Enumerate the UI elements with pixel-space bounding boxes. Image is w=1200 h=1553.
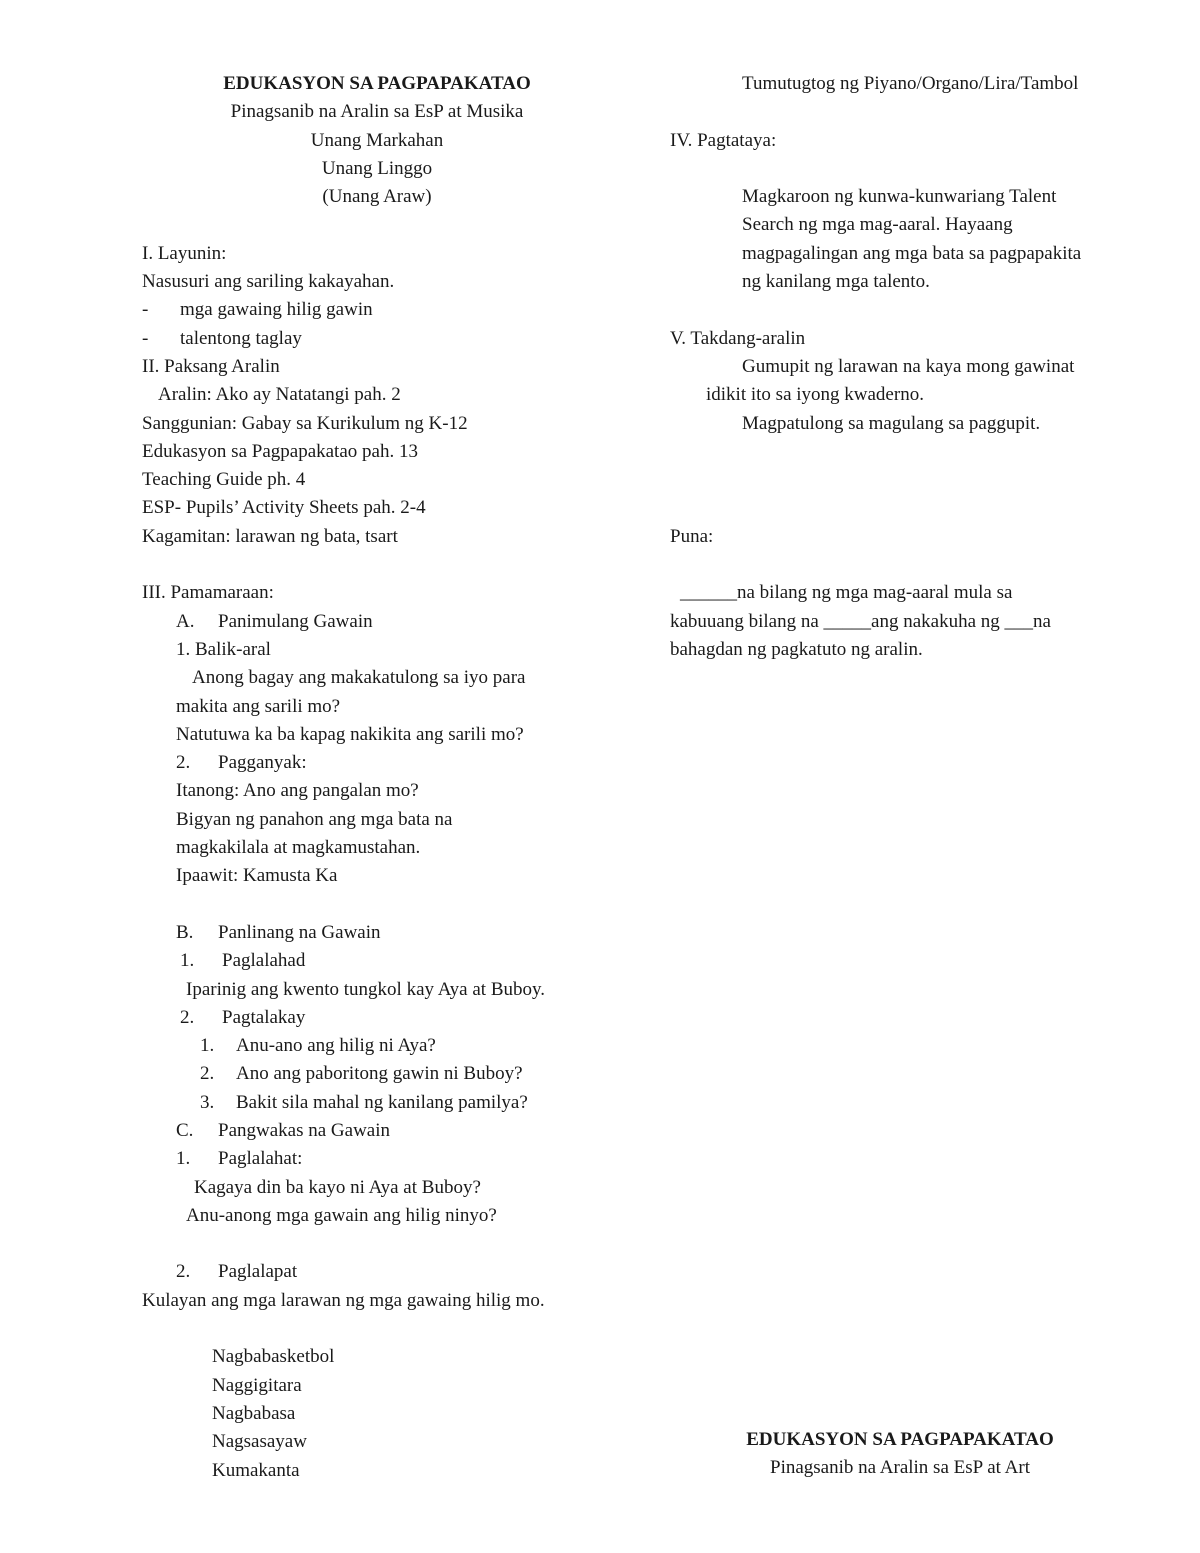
blank-field: ___ [1004,610,1034,632]
reference-line: Sanggunian: Gabay sa Kurikulum ng K-12 [142,412,468,434]
reference-line: ESP- Pupils’ Activity Sheets pah. 2-4 [142,497,426,519]
next-lesson-title: EDUKASYON SA PAGPAPAKATAO [746,1429,1054,1450]
assignment-line: Magpatulong sa magulang sa paggupit. [742,412,1041,434]
motivation-line: Bigyan ng panahon ang mga bata na [176,808,453,830]
week-label: Unang Linggo [321,157,433,179]
motivation-line: magkakilala at magkamustahan. [176,837,421,859]
section-a-heading: A. Panimulang Gawain [176,610,373,632]
section-b-heading: B. Panlinang na Gawain [176,921,381,943]
review-question: makita ang sarili mo? [176,695,341,717]
discussion-question: 3. Bakit sila mahal ng kanilang pamilya? [200,1091,528,1113]
remarks-line: ______na bilang ng mga mag-aaral mula sa [680,582,1013,604]
assignment-line: idikit ito sa iyong kwaderno. [706,384,924,406]
next-lesson-subtitle: Pinagsanib na Aralin sa EsP at Art [770,1457,1030,1479]
discussion-heading: 2. Pagtalakay [180,1006,306,1028]
motivation-line: Ipaawit: Kamusta Ka [176,865,338,887]
evaluation-line: ng kanilang mga talento. [742,271,930,293]
evaluation-line: magpagalingan ang mga bata sa pagpapakita [742,242,1082,264]
day-label: (Unang Araw) [322,186,432,208]
application-heading: 2. Paglalapat [176,1261,298,1283]
remarks-heading: Puna: [670,525,714,547]
review-question: Anong bagay ang makakatulong sa iyo para [192,667,526,689]
blank-field: ______ [680,582,737,604]
remarks-line: kabuuang bilang na _____ang nakakuha ng ___na [670,610,1051,632]
reference-line: Edukasyon sa Pagpapakatao pah. 13 [142,440,418,462]
assignment-line: Gumupit ng larawan na kaya mong gawinat [742,355,1075,377]
materials-line: Kagamitan: larawan ng bata, tsart [142,525,398,547]
objective-item: - mga gawaing hilig gawin [142,299,373,321]
presentation-heading: 1. Paglalahad [180,950,306,972]
discussion-question: 1. Anu-ano ang hilig ni Aya? [200,1035,436,1057]
lesson-name: Aralin: Ako ay Natatangi pah. 2 [158,384,401,406]
subject-matter-heading: II. Paksang Aralin [142,355,280,377]
left-column [142,70,612,1485]
evaluation-heading: IV. Pagtataya: [670,129,777,151]
review-question: Natutuwa ka ba kapag nakikita ang sarili mo? [176,723,524,745]
blank-field: _____ [823,610,872,632]
lesson-subtitle: Pinagsanib na Aralin sa EsP at Musika [230,101,524,123]
review-heading: 1. Balik-aral [176,638,271,660]
generalization-heading: 1. Paglalahat: [176,1148,303,1170]
quarter-label: Unang Markahan [310,129,444,151]
right-column [670,70,1150,664]
motivation-line: Itanong: Ano ang pangalan mo? [176,780,419,802]
reference-line: Teaching Guide ph. 4 [142,469,306,491]
generalization-question: Anu-anong mga gawain ang hilig ninyo? [186,1204,497,1226]
application-text: Kulayan ang mga larawan ng mga gawaing hilig mo. [142,1289,545,1311]
activity-item: Tumutugtog ng Piyano/Organo/Lira/Tambol [742,73,1079,94]
procedure-heading: III. Pamamaraan: [142,582,274,604]
objectives-heading: I. Layunin: [142,242,227,264]
objective-item: - talentong taglay [142,327,302,349]
discussion-question: 2. Ano ang paboritong gawin ni Buboy? [200,1063,523,1085]
assignment-heading: V. Takdang-aralin [670,327,806,349]
generalization-question: Kagaya din ba kayo ni Aya at Buboy? [194,1176,481,1198]
activity-item: Kumakanta [212,1459,300,1481]
activity-item: Nagsasayaw [212,1431,307,1453]
motivation-heading: 2. Pagganyak: [176,752,307,774]
activity-item: Nagbabasa [212,1402,296,1424]
section-c-heading: C. Pangwakas na Gawain [176,1119,391,1141]
activity-item: Nagbabasketbol [212,1346,335,1368]
presentation-text: Iparinig ang kwento tungkol kay Aya at Buboy. [186,978,546,1000]
objectives-statement: Nasusuri ang sariling kakayahan. [142,271,395,293]
next-lesson-header [670,1426,1130,1483]
evaluation-line: Magkaroon ng kunwa-kunwariang Talent [742,186,1057,208]
lesson-title: EDUKASYON SA PAGPAPAKATAO [223,73,531,94]
remarks-line: bahagdan ng pagkatuto ng aralin. [670,638,923,660]
activity-item: Naggigitara [212,1374,302,1396]
evaluation-line: Search ng mga mag-aaral. Hayaang [742,214,1013,236]
